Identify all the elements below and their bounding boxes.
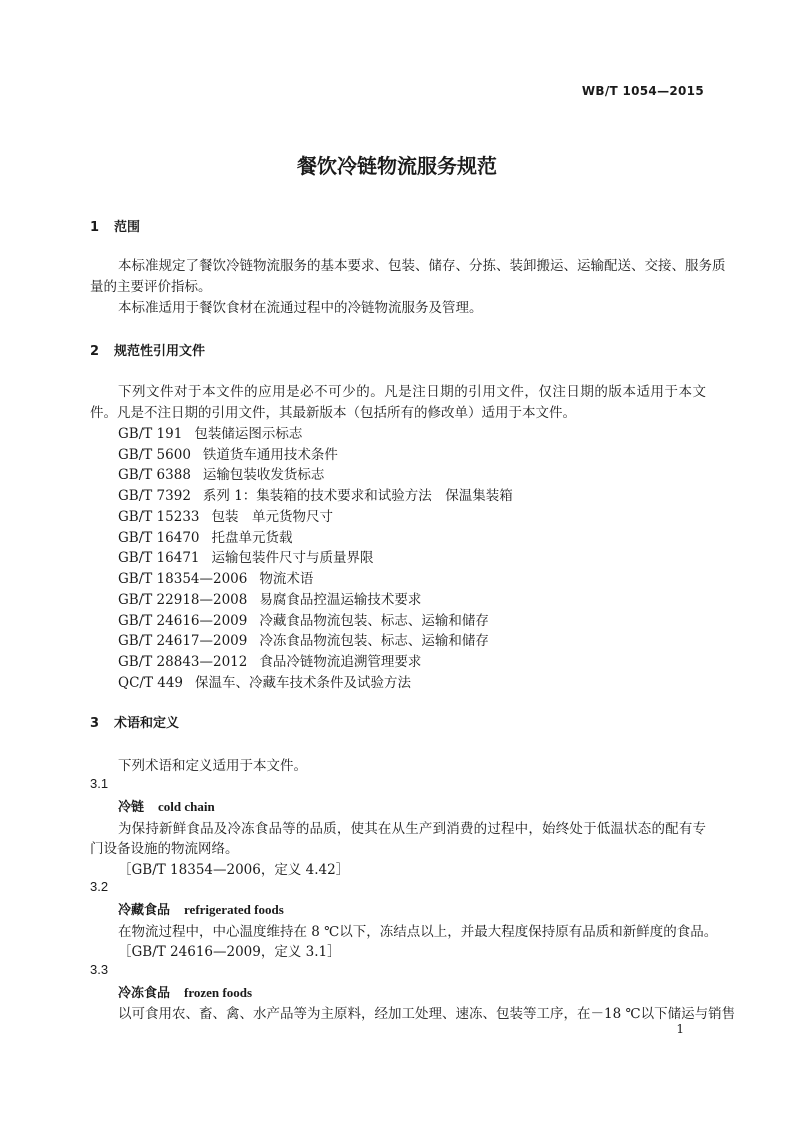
term-heading — [118, 796, 215, 815]
reference-code: GB/T 28843—2012 — [118, 654, 248, 670]
reference-code: GB/T 22918—2008 — [118, 592, 248, 608]
reference-item — [118, 609, 489, 629]
reference-title: 包装储运图示标志 — [194, 426, 303, 442]
term-heading — [118, 899, 284, 918]
reference-item — [118, 443, 338, 463]
section-number: 2 — [90, 344, 100, 359]
reference-title: 运输包装收发货标志 — [202, 467, 325, 483]
clause-number: 3.1 — [90, 776, 109, 791]
reference-title: 包装 单元货物尺寸 — [211, 509, 333, 525]
scope-paragraph-line1: 本标准规定了餐饮冷链物流服务的基本要求、包装、储存、分拣、装卸搬运、运输配送、交接、服务质 — [118, 258, 726, 274]
reference-item — [118, 484, 513, 504]
section-title: 术语和定义 — [114, 716, 180, 731]
term-heading — [118, 982, 252, 1001]
term-english: cold chain — [158, 799, 215, 814]
term-definition-line1: 以可食用农、畜、禽、水产品等为主原料，经加工处理、速冻、包装等工序，在－18 ℃以下储运与销售 — [118, 1006, 736, 1022]
term-english: frozen foods — [184, 985, 253, 1000]
section-number: 3 — [90, 716, 100, 731]
section-number: 1 — [90, 220, 100, 235]
reference-item — [118, 463, 324, 483]
reference-item — [118, 629, 489, 649]
reference-item — [118, 422, 302, 442]
reference-item — [118, 650, 421, 670]
term-chinese: 冷冻食品 — [118, 986, 171, 1001]
reference-title: 物流术语 — [259, 571, 314, 587]
reference-title: 冷冻食品物流包装、标志、运输和储存 — [259, 633, 489, 649]
reference-code: GB/T 191 — [118, 426, 183, 442]
section-title: 规范性引用文件 — [114, 344, 206, 359]
reference-item — [118, 588, 421, 608]
term-english: refrigerated foods — [184, 902, 284, 917]
reference-item — [118, 526, 293, 546]
section-3-heading — [90, 712, 179, 731]
term-source: ［GB/T 18354—2006，定义 4.42］ — [118, 862, 350, 878]
reference-title: 易腐食品控温运输技术要求 — [259, 592, 422, 608]
term-chinese: 冷藏食品 — [118, 903, 171, 918]
reference-code: GB/T 24617—2009 — [118, 633, 248, 649]
reference-item — [118, 671, 411, 691]
reference-code: GB/T 16470 — [118, 530, 200, 546]
term-definition-line1: 在物流过程中，中心温度维持在 8 ℃以下，冻结点以上，并最大程度保持原有品质和新鲜度的食品。 — [118, 924, 718, 940]
clause-number: 3.3 — [90, 962, 109, 977]
reference-item — [118, 567, 313, 587]
term-source: ［GB/T 24616—2009，定义 3.1］ — [118, 944, 341, 960]
reference-code: GB/T 18354—2006 — [118, 571, 248, 587]
reference-code: QC/T 449 — [118, 675, 184, 691]
section-title: 范围 — [114, 220, 141, 235]
reference-code: GB/T 6388 — [118, 467, 191, 483]
document-title: 餐饮冷链物流服务规范 — [297, 154, 497, 178]
reference-code: GB/T 24616—2009 — [118, 613, 248, 629]
clause-number: 3.2 — [90, 879, 109, 894]
references-intro-line1: 下列文件对于本文件的应用是必不可少的。凡是注日期的引用文件，仅注日期的版本适用于本文 — [118, 384, 706, 400]
reference-item — [118, 546, 374, 566]
reference-code: GB/T 7392 — [118, 488, 191, 504]
reference-title: 运输包装件尺寸与质量界限 — [211, 550, 374, 566]
term-definition-line2: 门设备设施的物流网络。 — [90, 841, 239, 857]
reference-code: GB/T 16471 — [118, 550, 200, 566]
reference-title: 食品冷链物流追溯管理要求 — [259, 654, 422, 670]
reference-code: GB/T 5600 — [118, 447, 191, 463]
section-2-heading — [90, 340, 205, 359]
reference-title: 保温车、冷藏车技术条件及试验方法 — [195, 675, 412, 691]
terms-intro: 下列术语和定义适用于本文件。 — [118, 758, 307, 774]
reference-item — [118, 505, 333, 525]
standard-code: WB/T 1054—2015 — [581, 84, 704, 98]
reference-title: 冷藏食品物流包装、标志、运输和储存 — [259, 613, 489, 629]
scope-paragraph-line2: 量的主要评价指标。 — [90, 279, 212, 295]
reference-code: GB/T 15233 — [118, 509, 200, 525]
page-number: 1 — [676, 1022, 684, 1036]
reference-title: 系列 1：集装箱的技术要求和试验方法 保温集装箱 — [202, 488, 513, 504]
references-intro-line2: 件。凡是不注日期的引用文件，其最新版本（包括所有的修改单）适用于本文件。 — [90, 405, 576, 421]
reference-title: 托盘单元货载 — [211, 530, 293, 546]
section-1-heading — [90, 216, 140, 235]
term-chinese: 冷链 — [118, 800, 145, 815]
term-definition-line1: 为保持新鲜食品及冷冻食品等的品质，使其在从生产到消费的过程中，始终处于低温状态的配有专 — [118, 821, 706, 837]
scope-applicability: 本标准适用于餐饮食材在流通过程中的冷链物流服务及管理。 — [118, 300, 483, 316]
reference-title: 铁道货车通用技术条件 — [202, 447, 338, 463]
